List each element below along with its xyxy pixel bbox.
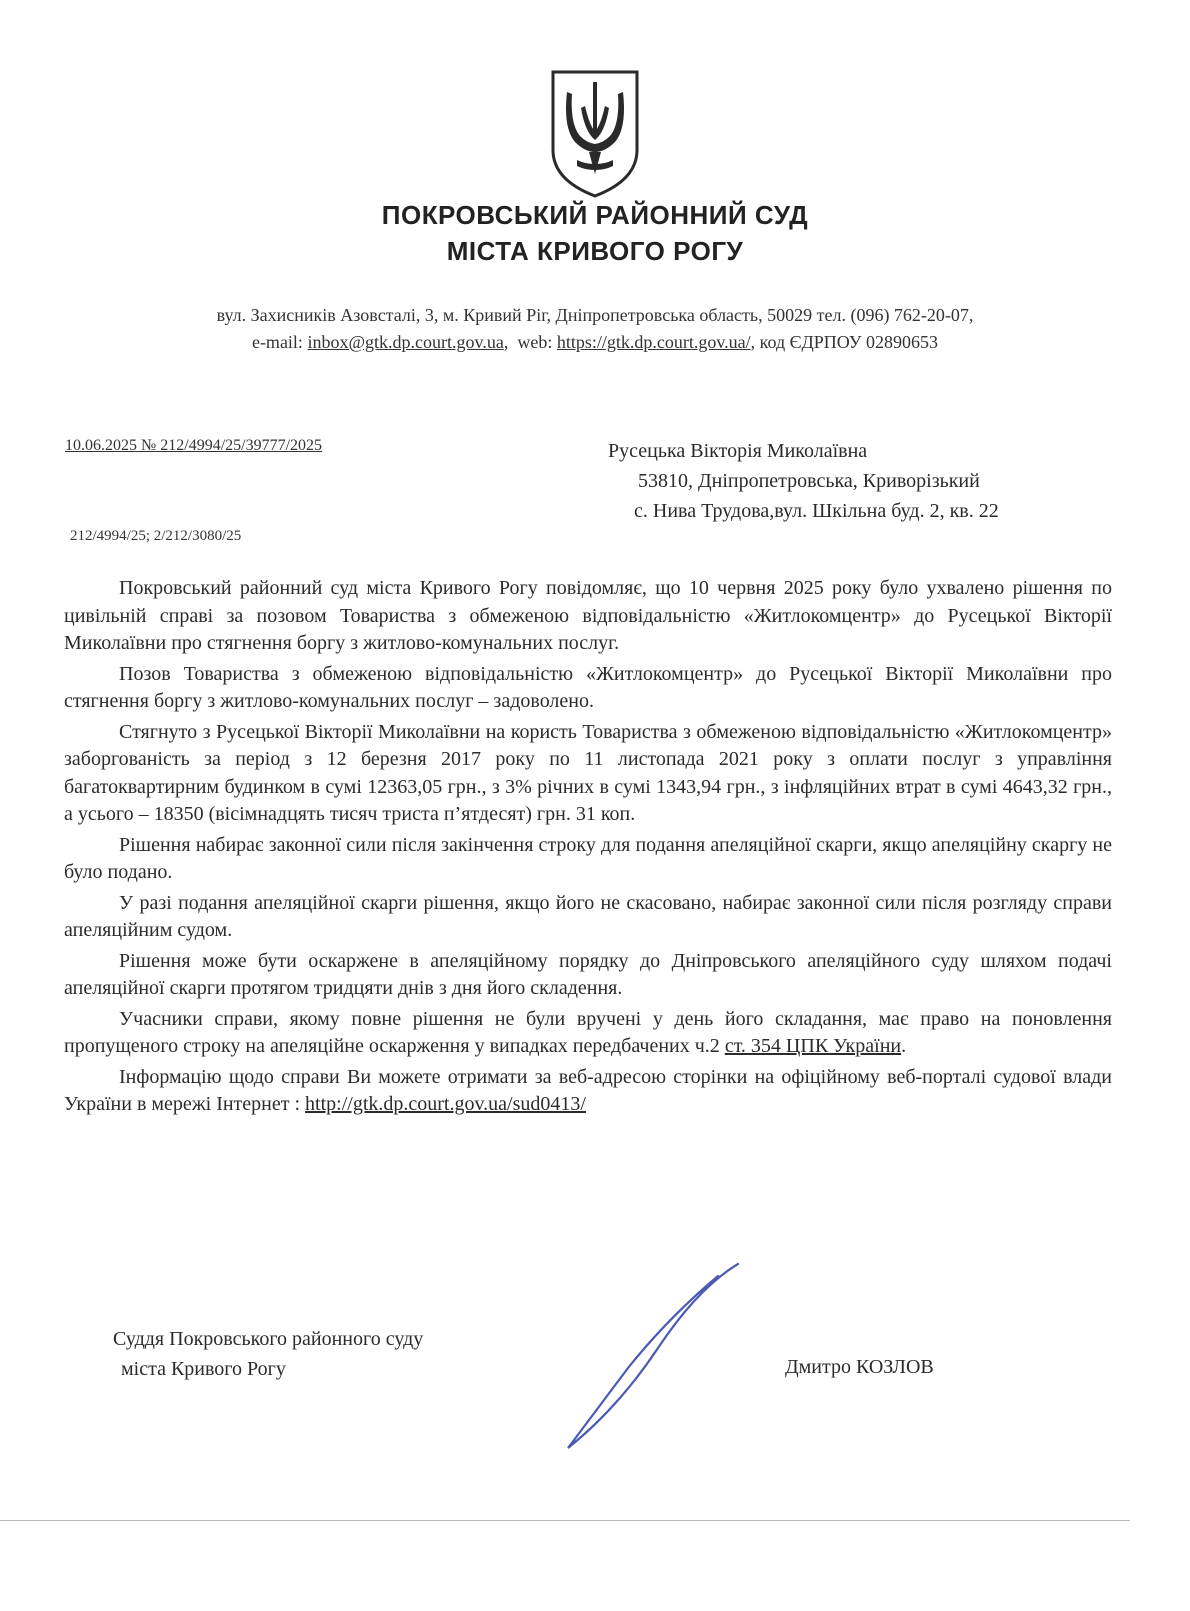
case-info-link[interactable]: http://gtk.dp.court.gov.ua/sud0413/ xyxy=(305,1093,586,1115)
court-name-line-2: МІСТА КРИВОГО РОГУ xyxy=(446,236,744,266)
paragraph-term-renewal xyxy=(64,1006,1112,1061)
email-link[interactable]: inbox@gtk.dp.court.gov.ua xyxy=(307,332,504,352)
judge-position xyxy=(113,1324,423,1384)
judge-name: Дмитро КОЗЛОВ xyxy=(785,1356,934,1378)
letter-body xyxy=(64,575,1112,1119)
court-contacts: e-mail: inbox@gtk.dp.court.gov.ua, web: https://gtk.dp.court.gov.ua/, код ЄДРПОУ 02890653 xyxy=(251,332,939,352)
recipient-address-line-1: 53810, Дніпропетровська, Криворізький xyxy=(638,470,980,492)
cpc-article-link[interactable]: ст. 354 ЦПК України xyxy=(724,1035,902,1057)
judge-position-line-1: Суддя Покровського районного суду xyxy=(113,1328,424,1350)
paragraph-appeal-case: У разі подання апеляційної скарги рішення, якщо його не скасовано, набирає законної сили після розгляду справи апеляційним судом. xyxy=(64,891,1112,941)
footer-divider xyxy=(0,1520,1130,1522)
judge-position-line-2: міста Кривого Рогу xyxy=(121,1358,286,1380)
recipient-address-line-2: с. Нива Трудова,вул. Шкільна буд. 2, кв. 22 xyxy=(634,500,999,522)
paragraph-appeal-procedure: Рішення може бути оскаржене в апеляційному порядку до Дніпровського апеляційного суду шляхом подачі апеляційної скарги протягом тридцяти днів з дня його складення. xyxy=(64,949,1112,999)
recipient-block xyxy=(608,436,999,526)
email-label: e-mail: xyxy=(251,332,303,352)
web-label: web: xyxy=(517,332,553,352)
edrpou-code: , код ЄДРПОУ 02890653 xyxy=(750,332,939,352)
website-link[interactable]: https://gtk.dp.court.gov.ua/ xyxy=(556,332,751,352)
paragraph-claim-granted: Позов Товариства з обмеженою відповідальністю «Житлокомцентр» до Русецької Вікторії Миколаївни про стягнення боргу з житлово-комунальних послуг – задоволено. xyxy=(64,662,1112,712)
court-address: вул. Захисників Азовсталі, 3, м. Кривий Ріг, Дніпропетровська область, 50029 тел. (096) 762-20-07, xyxy=(216,305,974,325)
outgoing-number: 10.06.2025 № 212/4994/25/39777/2025 xyxy=(65,437,323,454)
trident-coat-of-arms-icon xyxy=(547,68,643,200)
paragraph-legal-force: Рішення набирає законної сили після закінчення строку для подання апеляційної скарги, якщо апеляційну скаргу не було подано. xyxy=(64,833,1112,883)
term-renewal-text: Учасники справи, якому повне рішення не були вручені у день його складання, має право на поновлення пропущеного строку на апеляційне оскарження у випадках передбачених ч.2 xyxy=(64,1007,1112,1057)
term-renewal-end: . xyxy=(901,1035,907,1057)
paragraph-info-portal xyxy=(64,1064,1112,1119)
paragraph-notice: Покровський районний суд міста Кривого Рогу повідомляє, що 10 червня 2025 року було ухвалено рішення по цивільній справі за позовом Товариства з обмеженою відповідальністю «Житлокомцентр» до Русецької Вікторії Миколаївни про стягнення боргу з житлово-комунальних послуг. xyxy=(64,577,1112,654)
info-portal-text: Інформацію щодо справи Ви можете отримати за веб-адресою сторінки на офіційному веб-порталі судової влади України в мережі Інтернет : xyxy=(64,1065,1112,1115)
case-numbers: 212/4994/25; 2/212/3080/25 xyxy=(70,528,242,544)
recipient-name: Русецька Вікторія Миколаївна xyxy=(608,440,868,462)
handwritten-signature xyxy=(548,1258,758,1458)
paragraph-recovered-amount: Стягнуто з Русецької Вікторії Миколаївни на користь Товариства з обмеженою відповідальністю «Житлокомцентр» заборгованість за період з 12 березня 2017 року по 11 листопада 2021 року з оплати послуг з управління багатоквартирним будинком в сумі 12363,05 грн., з 3% річних в сумі 1343,94 грн., з інфляційних втрат в сумі 4643,32 грн., а усього – 18350 (вісімнадцять тисяч триста п’ятдесят) грн. 31 коп. xyxy=(64,720,1112,825)
court-name-line-1: ПОКРОВСЬКИЙ РАЙОННИЙ СУД xyxy=(381,200,809,230)
